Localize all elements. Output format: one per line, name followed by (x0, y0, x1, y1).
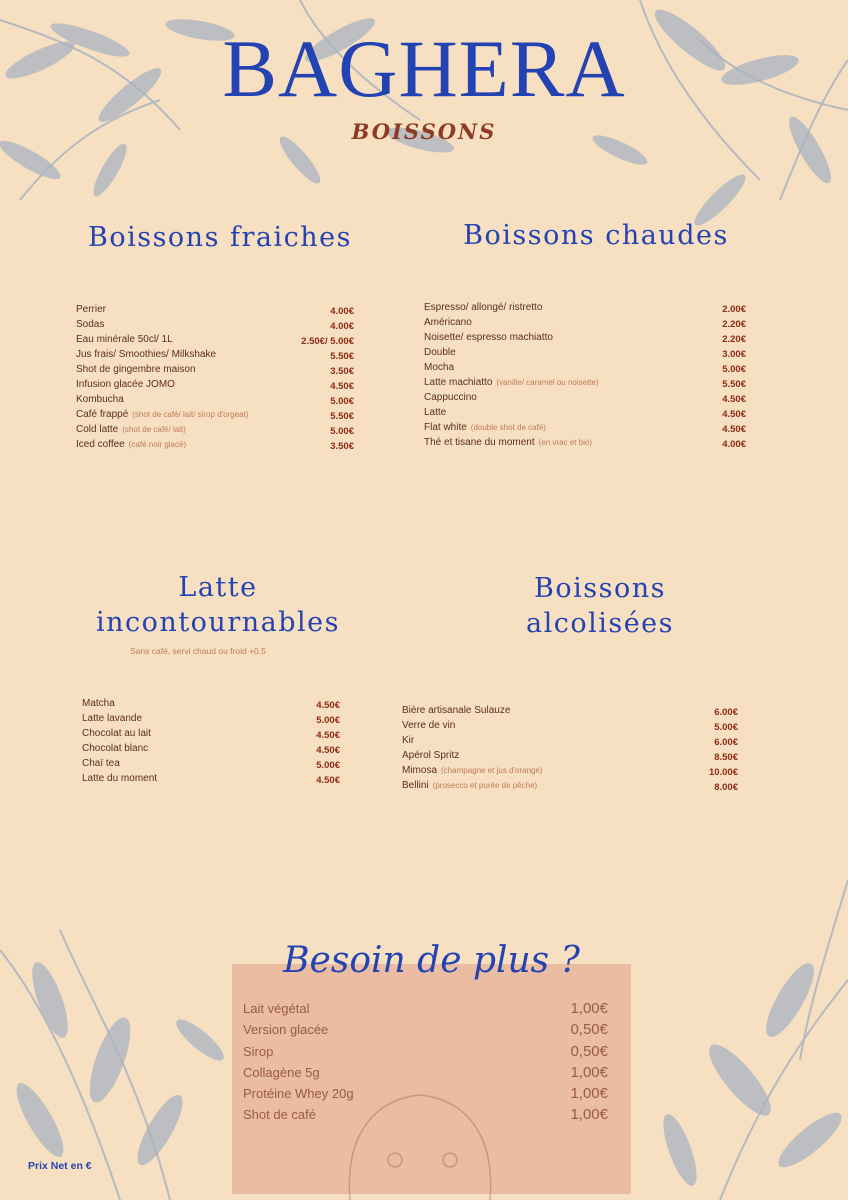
menu-item (82, 711, 340, 726)
menu-item-name: Flat white (424, 422, 467, 433)
menu-item (402, 778, 738, 793)
menu-item-price: 5.50€ (330, 411, 354, 422)
extra-item-name: Lait végétal (243, 1001, 310, 1016)
menu-item (402, 733, 738, 748)
extra-item-name: Collagène 5g (243, 1064, 320, 1080)
menu-item-price: 4.00€ (722, 439, 746, 450)
menu-item (424, 405, 746, 420)
menu-item (402, 763, 738, 778)
menu-item (76, 332, 354, 347)
extra-item-name: Version glacée (243, 1022, 329, 1038)
menu-item-name: Café frappé (76, 409, 129, 420)
menu-item-name: Cold latte (76, 424, 119, 435)
menu-item-price: 8.50€ (714, 752, 738, 763)
menu-item (424, 375, 746, 390)
menu-item (82, 696, 340, 711)
menu-item-name: Américano (424, 317, 472, 328)
menu-item-price: 5.00€ (330, 426, 354, 437)
menu-item-description: (en vrac et bio) (538, 438, 592, 447)
menu-item-name: Kombucha (76, 394, 124, 405)
section-title-alcool-line2: alcolisées (525, 608, 675, 639)
list-latte (82, 696, 340, 786)
menu-item-price: 2.20€ (722, 334, 746, 345)
extra-item (243, 1062, 608, 1083)
menu-item-price: 4.50€ (722, 409, 746, 420)
menu-item (82, 726, 340, 741)
extra-item-name: Sirop (243, 1043, 274, 1059)
menu-item (76, 422, 354, 437)
latte-note: Sans café, servi chaud ou froid +0,5 (130, 646, 266, 656)
extra-item-price: 1,00€ (570, 1085, 608, 1103)
section-title-latte-line1: Latte (178, 572, 258, 603)
menu-item-price: 5.00€ (316, 760, 340, 771)
menu-item (424, 420, 746, 435)
menu-item (76, 437, 354, 452)
menu-item-name: Verre de vin (402, 720, 456, 731)
menu-item-name: Infusion glacée JOMO (76, 379, 175, 390)
menu-item-name: Espresso/ allongé/ ristretto (424, 302, 543, 313)
menu-item-price: 4.50€ (330, 381, 354, 392)
menu-item-name: Chaï tea (82, 758, 120, 769)
menu-item-name: Cappuccino (424, 392, 477, 403)
list-chaudes (424, 300, 746, 450)
menu-item-price: 2.00€ (722, 304, 746, 315)
menu-item-price: 4.50€ (316, 775, 340, 786)
extra-item-price: 0,50€ (570, 1021, 608, 1039)
menu-item-description: (champagne et jus d'orange) (441, 766, 543, 775)
extras-title: Besoin de plus ? (283, 940, 580, 981)
menu-item-price: 4.00€ (330, 306, 354, 317)
extra-item (243, 1019, 608, 1040)
menu-item (76, 362, 354, 377)
section-title-alcool-line1: Boissons (534, 573, 666, 604)
extra-item (243, 998, 608, 1019)
menu-item-name: Jus frais/ Smoothies/ Milkshake (76, 349, 217, 360)
menu-item-price: 5.50€ (330, 351, 354, 362)
menu-item-name: Latte machiatto (424, 377, 493, 388)
menu-item (424, 300, 746, 315)
menu-item (424, 330, 746, 345)
extras-list (243, 998, 608, 1126)
menu-item (424, 345, 746, 360)
menu-item-name: Latte (424, 407, 447, 418)
menu-item-price: 2.20€ (722, 319, 746, 330)
menu-item-price: 5.00€ (722, 364, 746, 375)
menu-item-price: 4.00€ (330, 321, 354, 332)
section-title-latte-line2: incontournables (96, 607, 340, 638)
menu-item-name: Perrier (76, 304, 107, 315)
menu-item-description: (shot de café/ lait/ sirop d'orgeat) (132, 410, 249, 419)
menu-item (424, 435, 746, 450)
menu-item-name: Latte lavande (82, 713, 143, 724)
menu-item (402, 703, 738, 718)
menu-item-price: 2.50€/ 5.00€ (301, 336, 354, 347)
menu-item-price: 3.50€ (330, 366, 354, 377)
menu-item-name: Thé et tisane du moment (424, 437, 535, 448)
menu-item-price: 5.50€ (722, 379, 746, 390)
extra-item (243, 1083, 608, 1104)
menu-item-name: Bière artisanale Sulauze (402, 705, 511, 716)
menu-item-price: 3.00€ (722, 349, 746, 360)
menu-item (424, 390, 746, 405)
menu-item (82, 756, 340, 771)
menu-item (76, 317, 354, 332)
menu-item-price: 4.50€ (316, 700, 340, 711)
menu-item (82, 771, 340, 786)
menu-item-name: Mocha (424, 362, 455, 373)
menu-item (402, 718, 738, 733)
menu-item-price: 5.00€ (330, 396, 354, 407)
menu-item-name: Sodas (76, 319, 105, 330)
menu-item-price: 4.50€ (722, 424, 746, 435)
menu-item-price: 4.50€ (316, 730, 340, 741)
menu-item-name: Bellini (402, 780, 429, 791)
menu-item-price: 5.00€ (316, 715, 340, 726)
menu-item-description: (double shot de café) (470, 423, 546, 432)
menu-item-name: Noisette/ espresso machiatto (424, 332, 553, 343)
menu-item-name: Kir (402, 735, 415, 746)
extra-item (243, 1104, 608, 1125)
section-title-fraiches: Boissons fraiches (87, 222, 352, 253)
extra-item-price: 0,50€ (570, 1042, 608, 1060)
menu-item (76, 377, 354, 392)
menu-item-name: Chocolat au lait (82, 728, 151, 739)
menu-item-name: Eau minérale 50cl/ 1L (76, 334, 173, 345)
menu-item-name: Matcha (82, 698, 115, 709)
extra-item-price: 1,00€ (570, 1063, 608, 1081)
menu-item-price: 6.00€ (714, 707, 738, 718)
list-fraiches (76, 302, 354, 452)
menu-item-name: Latte du moment (82, 773, 158, 784)
section-title-alcool (440, 571, 760, 641)
menu-item-price: 4.50€ (722, 394, 746, 405)
menu-item-name: Chocolat blanc (82, 743, 149, 754)
menu-item (76, 302, 354, 317)
extra-item-price: 1,00€ (570, 1000, 608, 1017)
menu-item-name: Shot de gingembre maison (76, 364, 196, 375)
menu-item (424, 315, 746, 330)
menu-item-price: 8.00€ (714, 782, 738, 793)
extra-item-name: Protéine Whey 20g (243, 1086, 354, 1102)
menu-item (402, 748, 738, 763)
menu-item-price: 4.50€ (316, 745, 340, 756)
menu-item-description: (prosecco et purée de pêche) (432, 781, 538, 790)
extra-item-name: Shot de café (243, 1107, 316, 1123)
extra-item-price: 1,00€ (570, 1106, 608, 1124)
menu-item-description: (shot de café/ lait) (122, 425, 186, 434)
menu-item-name: Double (424, 347, 456, 358)
menu-item (424, 360, 746, 375)
extra-item (243, 1041, 608, 1062)
menu-item (82, 741, 340, 756)
menu-item-description: (vanille/ caramel ou noisette) (496, 378, 599, 387)
brand-title: BAGHERA (222, 23, 626, 114)
section-title-chaudes: Boissons chaudes (463, 220, 729, 251)
menu-item-price: 6.00€ (714, 737, 738, 748)
menu-item-price: 5.00€ (714, 722, 738, 733)
price-note: Prix Net en € (28, 1160, 92, 1172)
menu-item (76, 392, 354, 407)
menu-item (76, 347, 354, 362)
menu-item-description: (café noir glacé) (128, 440, 187, 449)
menu-item-name: Iced coffee (76, 439, 125, 450)
menu-item-name: Mimosa (402, 765, 438, 776)
menu-subtitle: BOISSONS (351, 119, 497, 144)
menu-item (76, 407, 354, 422)
list-alcool (402, 703, 738, 793)
section-title-latte (58, 570, 378, 640)
menu-item-price: 10.00€ (708, 767, 738, 778)
menu-item-price: 3.50€ (330, 441, 354, 452)
menu-item-name: Apérol Spritz (402, 750, 460, 761)
